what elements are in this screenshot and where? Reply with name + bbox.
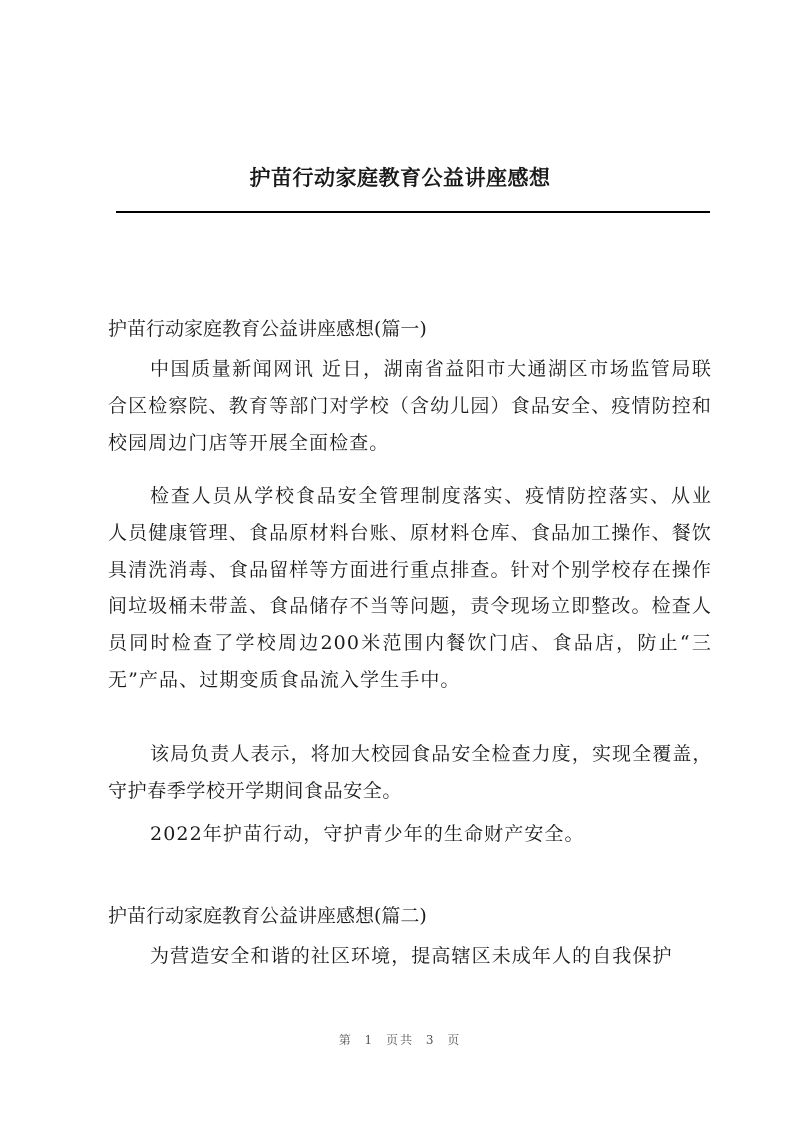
section-1-paragraph-4: 2022年护苗行动，守护青少年的生命财产安全。 xyxy=(150,823,585,845)
page-footer: 第 1 页共 3 页 xyxy=(338,1033,462,1047)
section-heading-1: 护苗行动家庭教育公益讲座感想(篇一) xyxy=(108,318,427,340)
title-divider xyxy=(116,211,710,213)
section-1-paragraph-2: 检查人员从学校食品安全管理制度落实、疫情防控落实、从业人员健康管理、食品原材料台账、原材料仓库、食品加工操作、餐饮具清洗消毒、食品留样等方面进行重点排查。针对个别学校存在操作间垃圾桶未带盖、食品储存不当等问题，责令现场立即整改。检查人员同时检查了学校周边200米范围内餐饮门店、食品店，防止“三无”产品、过期变质食品流入学生手中。 xyxy=(108,485,712,691)
section-1-paragraph-1: 中国质量新闻网讯 近日，湖南省益阳市大通湖区市场监管局联合区检察院、教育等部门对学校（含幼儿园）食品安全、疫情防控和校园周边门店等开展全面检查。 xyxy=(108,358,712,454)
document-title: 护苗行动家庭教育公益讲座感想 xyxy=(249,166,551,190)
section-2-paragraph-1: 为营造安全和谐的社区环境，提高辖区未成年人的自我保护 xyxy=(150,945,673,967)
section-1-paragraph-3: 该局负责人表示，将加大校园食品安全检查力度，实现全覆盖，守护春季学校开学期间食品安全。 xyxy=(108,743,712,802)
section-heading-2: 护苗行动家庭教育公益讲座感想(篇二) xyxy=(108,905,427,927)
